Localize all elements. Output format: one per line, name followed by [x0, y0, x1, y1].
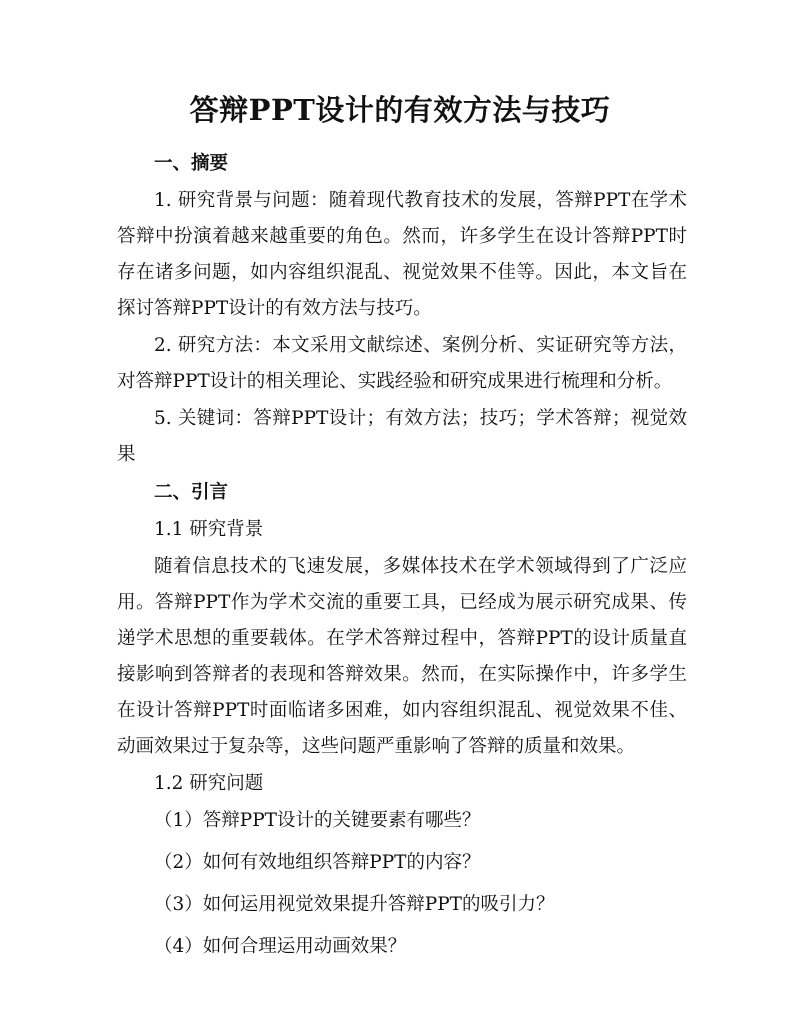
abstract-keywords: 5. 关键词：答辩PPT设计；有效方法；技巧；学术答辩；视觉效果: [117, 408, 687, 465]
document-title: 答辩PPT设计的有效方法与技巧: [189, 93, 611, 127]
abstract-research-method: 2. 研究方法：本文采用文献综述、案例分析、实证研究等方法，对答辩PPT设计的相关理论、实践经验和研究成果进行梳理和分析。: [117, 335, 687, 392]
introduction-heading: 二、引言: [154, 482, 229, 503]
research-question-1: （1）答辩PPT设计的关键要素有哪些？: [154, 810, 481, 831]
research-question-2: （2）如何有效地组织答辩PPT的内容？: [154, 852, 481, 873]
abstract-research-background: 1. 研究背景与问题：随着现代教育技术的发展，答辩PPT在学术答辩中扮演着越来越重要的角色。然而，许多学生在设计答辩PPT时存在诸多问题，如内容组织混乱、视觉效果不佳等。因此，本文旨在探讨答辩PPT设计的有效方法与技巧。: [117, 190, 687, 319]
research-background-paragraph: 随着信息技术的飞速发展，多媒体技术在学术领域得到了广泛应用。答辩PPT作为学术交流的重要工具，已经成为展示研究成果、传递学术思想的重要载体。在学术答辩过程中，答辩PPT的设计质量直接影响到答辩者的表现和答辩效果。然而，在实际操作中，许多学生在设计答辩PPT时面临诸多困难，如内容组织混乱、视觉效果不佳、动画效果过于复杂等，这些问题严重影响了答辩的质量和效果。: [117, 556, 687, 757]
document-body: [117, 146, 687, 971]
research-question-4: （4）如何合理运用动画效果？: [154, 936, 407, 957]
research-questions-heading: 1.2 研究问题: [154, 773, 264, 794]
research-background-heading: 1.1 研究背景: [154, 519, 264, 540]
research-question-3: （3）如何运用视觉效果提升答辩PPT的吸引力？: [154, 894, 555, 915]
abstract-heading: 一、摘要: [154, 153, 229, 174]
